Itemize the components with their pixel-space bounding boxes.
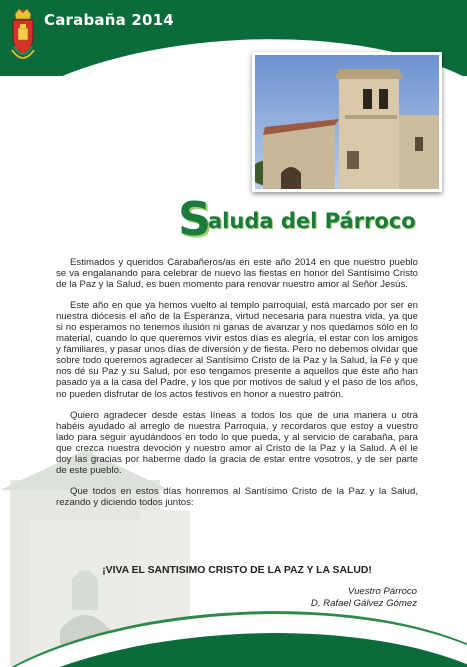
paragraph-4: Que todos en estos días honremos al Santísimo Cristo de la Paz y la Salud, rezando y diciendo todos juntos: xyxy=(56,485,418,508)
paragraph-2: Este año en que ya hemos vuelto al templo parroquial, está marcado por ser en nuestra diócesis el año de la Esperanza, virtud necesaria para nuestra vida, ya que si no esperamos no tenemos ilusión ni ganas de avanzar y nos quedamos sólo en lo material, cuando lo que queremos vivir estos días es alegría, el estar con los amigos y familiares, y pasar unos días de diversión y de fiesta. Pero no debemos olvidar que sobre todo queremos agradecer al Santísimo Cristo de la Paz y la Salud, la Fé y que nos dé su Paz y su Salud, por eso tengamos presente a aquellos que éste año han pasado ya a la casa del Padre, y los que por motivos de salud y el paso de los años, no pueden disfrutar de los actos festivos en honor a nuestro patrón. xyxy=(56,300,418,400)
paragraph-3: Quiero agradecer desde estas líneas a todos los que de una manera u otra habéis ayudado al arreglo de nuestra Parroquia, y recordaros que estoy a vuestro lado para seguir ayudándoos en todo lo que pueda, y al servicio de carabaña, para que crezca nuestra devoción y nuestro amor al Cristo de la Paz y la Salud. A él le doy las gracias por haberme dado la gracia de estar entre vosotros, y de ser parte de este pueblo. xyxy=(56,409,418,476)
paragraph-1: Estimados y queridos Carabañeros/as en este año 2014 en que nuestro pueblo se va engalanando para celebrar de nuevo las fiestas en honor del Santísimo Cristo de la Paz y la Salud, es buen momento para renovar nuestro amor al Señor Jesús. xyxy=(56,257,418,291)
page-heading xyxy=(178,192,428,248)
closing-exclamation: ¡VIVA EL SANTISIMO CRISTO DE LA PAZ Y LA SALUD! xyxy=(102,565,372,576)
letter-body xyxy=(56,257,418,518)
signature-line-1: Vuestro Párroco xyxy=(347,586,417,597)
church-tower-photo xyxy=(252,52,442,192)
signature-block xyxy=(311,586,417,610)
heading-text: aluda del Párroco xyxy=(208,209,416,233)
header-title: Carabaña 2014 xyxy=(44,11,174,29)
coat-of-arms-icon xyxy=(9,6,37,66)
heading-initial: S xyxy=(178,192,212,246)
signature-line-2: D. Rafael Gálvez Gómez xyxy=(310,598,417,609)
